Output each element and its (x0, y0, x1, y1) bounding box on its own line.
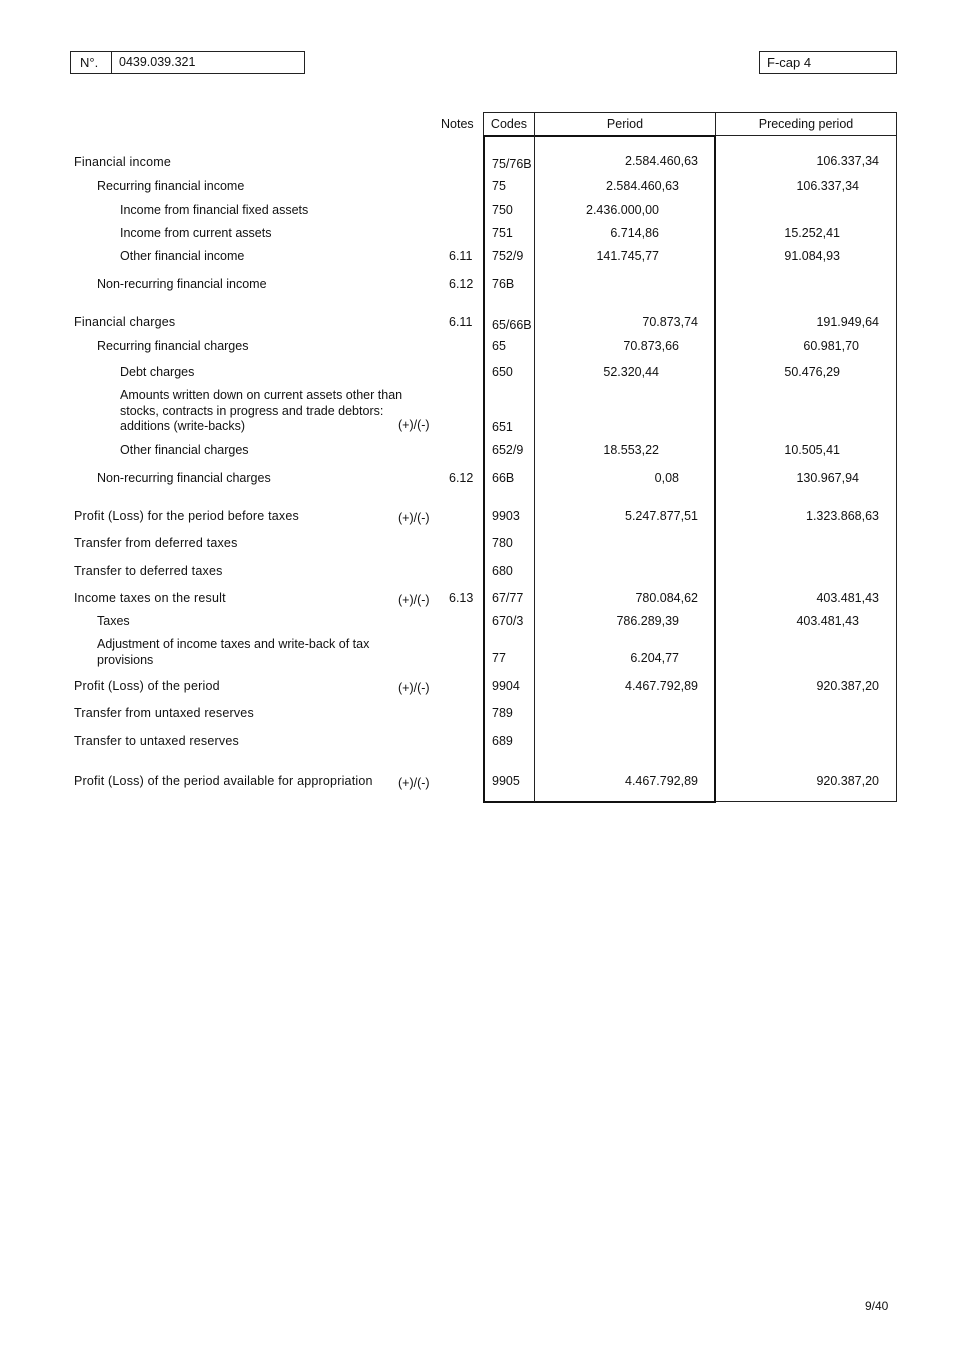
row-label: Transfer from deferred taxes (74, 536, 238, 550)
row-note: 6.13 (449, 591, 474, 605)
row-label: Income from financial fixed assets (120, 203, 309, 217)
form-code: F-cap 4 (767, 55, 812, 70)
row-period-value: 141.745,77 (596, 249, 659, 263)
codes-period-frame (483, 135, 716, 803)
row-label: Transfer to deferred taxes (74, 564, 223, 578)
row-preceding-value: 106.337,34 (816, 154, 879, 168)
row-period-value: 5.247.877,51 (625, 509, 698, 523)
row-preceding-value: 403.481,43 (816, 591, 879, 605)
row-code: 9905 (492, 774, 520, 788)
row-preceding-value: 50.476,29 (784, 365, 840, 379)
row-sign: (+)/(-) (398, 776, 430, 790)
row-preceding-value: 106.337,34 (796, 179, 859, 193)
row-period-value: 6.714,86 (610, 226, 659, 240)
row-code: 670/3 (492, 614, 524, 628)
row-period-value: 4.467.792,89 (625, 679, 698, 693)
row-label-line: additions (write-backs) (120, 419, 246, 433)
row-code: 77 (492, 651, 506, 665)
row-label: Other financial charges (120, 443, 249, 457)
row-label-line: Amounts written down on current assets other than (120, 388, 403, 402)
row-label: Transfer to untaxed reserves (74, 734, 239, 748)
row-code: 9904 (492, 679, 520, 693)
row-code: 752/9 (492, 249, 524, 263)
row-label: Income taxes on the result (74, 591, 226, 605)
row-code: 65/66B (492, 318, 532, 332)
row-label: Taxes (97, 614, 130, 628)
row-code: 689 (492, 734, 513, 748)
row-preceding-value: 91.084,93 (784, 249, 840, 263)
period-column-header: Period (534, 112, 716, 136)
row-label: Income from current assets (120, 226, 272, 240)
row-code: 750 (492, 203, 513, 217)
row-note: 6.11 (449, 249, 473, 263)
notes-column-header: Notes (441, 117, 474, 131)
row-period-value: 4.467.792,89 (625, 774, 698, 788)
row-preceding-value: 920.387,20 (816, 774, 879, 788)
row-period-value: 18.553,22 (603, 443, 659, 457)
row-code: 751 (492, 226, 513, 240)
row-period-value: 2.584.460,63 (606, 179, 679, 193)
row-preceding-value: 130.967,94 (796, 471, 859, 485)
row-note: 6.11 (449, 315, 473, 329)
row-period-value: 70.873,74 (642, 315, 698, 329)
row-label-line: provisions (97, 652, 154, 667)
row-preceding-value: 191.949,64 (816, 315, 879, 329)
row-code: 67/77 (492, 591, 524, 605)
row-code: 9903 (492, 509, 520, 523)
row-sign: (+)/(-) (398, 681, 430, 695)
row-sign: (+)/(-) (398, 593, 430, 607)
row-code: 680 (492, 564, 513, 578)
row-code: 65 (492, 339, 506, 353)
row-sign: (+)/(-) (398, 418, 430, 432)
row-label: Transfer from untaxed reserves (74, 706, 254, 720)
row-code: 651 (492, 420, 513, 434)
codes-column-header: Codes (483, 112, 535, 136)
company-number-label: N°. (80, 55, 99, 70)
row-period-value: 52.320,44 (603, 365, 659, 379)
row-code: 652/9 (492, 443, 524, 457)
row-label: Profit (Loss) of the period available for appropriation (74, 774, 373, 788)
row-code: 75/76B (492, 157, 532, 171)
row-period-value: 70.873,66 (623, 339, 679, 353)
row-label: Profit (Loss) of the period (74, 679, 220, 693)
row-label: Financial charges (74, 315, 176, 329)
row-note: 6.12 (449, 471, 474, 485)
row-code: 75 (492, 179, 506, 193)
codes-divider (534, 135, 535, 802)
row-preceding-value: 403.481,43 (796, 614, 859, 628)
row-period-value: 0,08 (654, 471, 679, 485)
row-code: 780 (492, 536, 513, 550)
preceding-period-column-header: Preceding period (715, 112, 897, 136)
page-number: 9/40 (865, 1299, 889, 1313)
row-period-value: 2.436.000,00 (586, 203, 659, 217)
row-period-value: 2.584.460,63 (625, 154, 698, 168)
row-label: Debt charges (120, 365, 195, 379)
row-period-value: 786.289,39 (616, 614, 679, 628)
row-note: 6.12 (449, 277, 474, 291)
row-preceding-value: 920.387,20 (816, 679, 879, 693)
row-label: Recurring financial charges (97, 339, 249, 353)
row-preceding-value: 15.252,41 (784, 226, 840, 240)
row-label: Financial income (74, 155, 171, 169)
row-label: Recurring financial income (97, 179, 245, 193)
row-label: Non-recurring financial income (97, 277, 267, 291)
row-code: 789 (492, 706, 513, 720)
row-period-value: 6.204,77 (630, 651, 679, 665)
row-code: 650 (492, 365, 513, 379)
row-preceding-value: 60.981,70 (803, 339, 859, 353)
row-label-line: Adjustment of income taxes and write-back of tax (97, 637, 370, 651)
row-label: Non-recurring financial charges (97, 471, 271, 485)
row-sign: (+)/(-) (398, 511, 430, 525)
row-label: Other financial income (120, 249, 245, 263)
row-preceding-value: 1.323.868,63 (806, 509, 879, 523)
row-code: 76B (492, 277, 515, 291)
row-period-value: 780.084,62 (635, 591, 698, 605)
row-code: 66B (492, 471, 515, 485)
company-number: 0439.039.321 (119, 55, 196, 69)
row-preceding-value: 10.505,41 (784, 443, 840, 457)
row-label: Profit (Loss) for the period before taxes (74, 509, 299, 523)
row-label-line: stocks, contracts in progress and trade debtors: (120, 403, 384, 418)
